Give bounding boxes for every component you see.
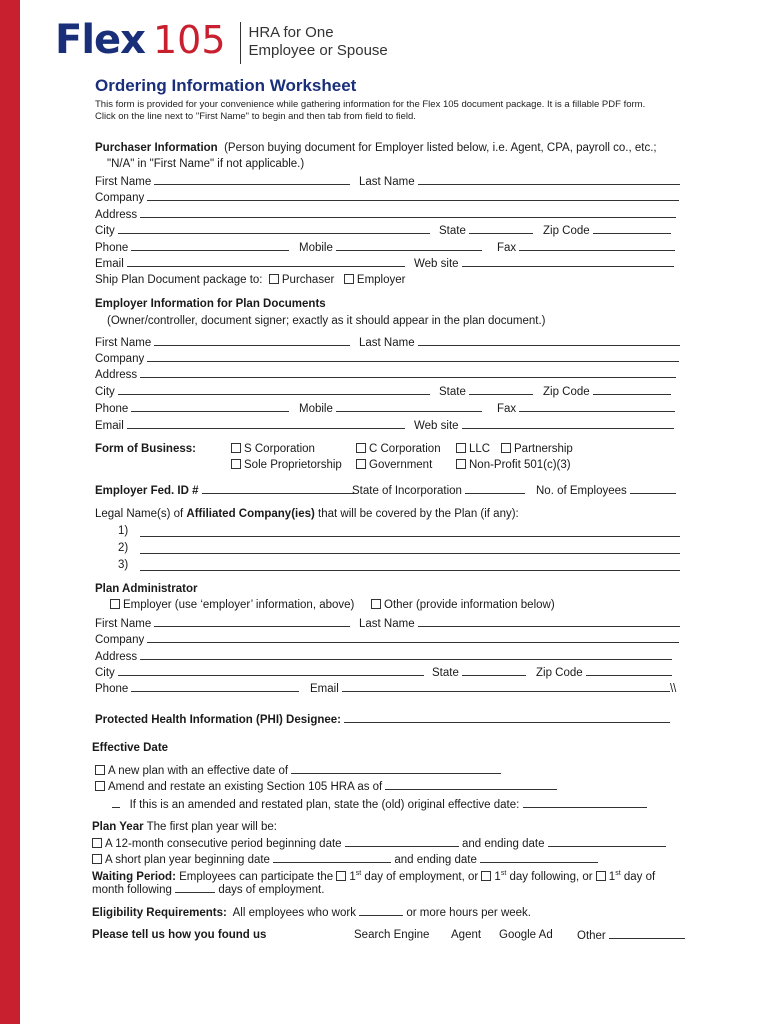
employer-email-field[interactable] [127,418,405,429]
effective-restated-label: If this is an amended and restated plan, state the (old) original effective date: [129,799,520,811]
employer-website-label: Web site [414,420,459,432]
purchaser-email-label: Email [95,258,124,270]
flex105-logo [55,18,388,64]
purchaser-website-field[interactable] [462,256,674,267]
effective-amend-field[interactable] [385,779,557,790]
logo-subtitle-line1: HRA for One [248,24,334,41]
waiting-day-following-checkbox[interactable] [481,871,491,881]
waiting-day-following-label: day following, or [506,870,593,883]
eligibility-text-pre: All employees who work [232,907,356,919]
purchaser-phone-field[interactable] [131,240,289,251]
employer-company-row [95,351,679,366]
affiliated-label-bold: Affiliated Company(ies) [186,508,315,520]
effective-new-checkbox[interactable] [95,765,105,775]
plan-admin-last-name-field[interactable] [418,616,680,627]
employer-email-row [95,418,405,433]
found-us-search-engine[interactable]: Search Engine [354,929,430,941]
purchaser-company-field[interactable] [147,190,679,201]
purchaser-fax-row [497,240,675,255]
plan-year-short-row [92,852,598,867]
phi-label: Protected Health Information (PHI) Designee: [95,714,342,726]
plan-admin-city-field[interactable] [118,665,424,676]
purchaser-note1: (Person buying document for Employer listed below, i.e. Agent, CPA, payroll co., etc.; [224,142,657,154]
purchaser-state-label: State [439,225,466,237]
purchaser-zip-row [543,223,671,238]
employer-city-field[interactable] [118,384,430,395]
partnership-label: Partnership [514,443,573,455]
logo-subtitle-line2: Employee or Spouse [248,42,388,59]
found-us-other-field[interactable] [609,928,685,939]
purchaser-last-name-field[interactable] [418,174,680,185]
waiting-text: Employees can participate the [175,870,334,883]
page-title: Ordering Information Worksheet [95,76,357,95]
plan-year-short-begin-field[interactable] [273,852,391,863]
llc-checkbox[interactable] [456,443,466,453]
purchaser-heading-row [95,141,657,155]
c-corp-checkbox[interactable] [356,443,366,453]
eligibility-row [92,905,531,920]
plan-admin-phone-row [95,681,299,696]
state-inc-field[interactable] [465,483,525,494]
num-employees-label: No. of Employees [536,485,627,497]
waiting-day-of-label: day of [620,870,656,883]
purchaser-fax-label: Fax [497,242,517,254]
purchaser-address-field[interactable] [140,207,676,218]
employer-zip-row [543,384,671,399]
employer-last-name-row [359,335,680,350]
employer-city-row [95,384,430,399]
business-form-label: Form of Business: [95,443,196,455]
plan-admin-employer-checkbox[interactable] [110,599,120,609]
fed-id-field[interactable] [202,483,354,494]
eligibility-hours-field[interactable] [359,905,403,916]
plan-admin-last-name-label: Last Name [359,618,415,630]
plan-admin-address-field[interactable] [140,649,672,660]
purchaser-company-row [95,190,679,205]
logo-brand-number: 105 [152,18,226,62]
affiliated-field-2[interactable] [140,553,680,554]
sole-prop-checkbox[interactable] [231,459,241,469]
waiting-first-2: 1 [494,870,501,883]
purchaser-mobile-row [299,240,482,255]
plan-admin-zip-label: Zip Code [536,667,583,679]
employer-first-name-field[interactable] [154,335,350,346]
business-option-llc[interactable] [456,442,490,456]
plan-admin-address-label: Address [95,651,138,663]
waiting-st-3: st [615,870,621,877]
employer-phone-label: Phone [95,403,129,415]
plan-year-short-label: A short plan year beginning date [105,854,270,866]
waiting-st-1: st [355,870,362,877]
purchaser-address-label: Address [95,209,138,221]
affiliated-item-1: 1) [118,525,129,537]
business-option-partnership[interactable] [501,442,573,456]
employer-first-name-label: First Name [95,337,152,349]
waiting-days-employment-label: days of employment. [218,884,325,896]
employer-last-name-field[interactable] [418,335,680,346]
ship-purchaser-label: Purchaser [281,274,335,286]
fed-id-label: Employer Fed. ID # [95,485,199,497]
sole-prop-label: Sole Proprietorship [244,459,342,471]
nonprofit-checkbox[interactable] [456,459,466,469]
employer-city-label: City [95,386,115,398]
plan-admin-last-name-row [359,616,680,631]
waiting-day-employment-checkbox[interactable] [336,871,346,881]
purchaser-phone-row [95,240,289,255]
state-inc-row [352,483,525,498]
effective-amend-label: Amend and restate an existing Section 105 HRA as of [108,781,383,793]
found-us-google-ad[interactable]: Google Ad [499,929,553,941]
phi-row [95,712,670,727]
ship-to-label: Ship Plan Document package to: [95,274,263,286]
logo-brand-name: Flex [55,17,145,63]
purchaser-zip-label: Zip Code [543,225,590,237]
waiting-day-employment-label: day of employment, or [361,870,479,883]
ship-purchaser-checkbox[interactable] [269,274,279,284]
intro-text: This form is provided for your convenience while gathering information for the Flex 105 document package. It is a fillable PDF form. Click on the line next to "First Name" to begin and then tab from field to field. [95,99,646,122]
plan-admin-phone-field[interactable] [131,681,299,692]
waiting-days-field[interactable] [175,882,215,893]
s-corp-label: S Corporation [244,443,315,455]
ship-employer-checkbox[interactable] [344,274,354,284]
eligibility-text-post: or more hours per week. [406,907,531,919]
plan-admin-first-name-field[interactable] [154,616,350,627]
logo-subtitle [249,24,388,60]
business-option-nonprofit[interactable] [456,458,571,472]
plan-admin-opt-other[interactable] [371,598,555,612]
purchaser-phone-label: Phone [95,242,129,254]
plan-year-12month-ending-label: and ending date [461,838,545,850]
purchaser-heading: Purchaser Information [95,142,218,154]
purchaser-email-field[interactable] [127,256,405,267]
employer-mobile-row [299,401,482,416]
s-corp-checkbox[interactable] [231,443,241,453]
affiliated-field-3[interactable] [140,570,680,571]
affiliated-label-pre: Legal Name(s) of [95,508,187,520]
found-us-agent[interactable]: Agent [451,929,482,941]
plan-admin-email-label: Email [310,683,339,695]
business-option-government[interactable] [356,458,432,472]
purchaser-state-row [439,223,533,238]
purchaser-first-name-label: First Name [95,176,152,188]
purchaser-city-label: City [95,225,115,237]
plan-admin-email-tail: \\ [669,683,677,695]
purchaser-mobile-field[interactable] [336,240,482,251]
found-us-other-label: Other [577,930,606,942]
plan-year-short-checkbox[interactable] [92,854,102,864]
affiliated-label-post: that will be covered by the Plan (if any): [314,508,519,520]
plan-year-12month-end-field[interactable] [548,836,666,847]
employer-phone-row [95,401,289,416]
nonprofit-label: Non-Profit 501(c)(3) [469,459,571,471]
ship-to-row [95,273,405,287]
purchaser-fax-field[interactable] [519,240,675,251]
employer-state-row [439,384,533,399]
plan-admin-other-checkbox[interactable] [371,599,381,609]
employer-mobile-field[interactable] [336,401,482,412]
effective-restated-row [112,797,647,812]
employer-heading: Employer Information for Plan Documents [95,298,326,310]
affiliated-item-3: 3) [118,559,129,571]
eligibility-label: Eligibility Requirements: [92,907,227,919]
plan-year-12month-checkbox[interactable] [92,838,102,848]
employer-email-label: Email [95,420,124,432]
logo-divider [240,22,241,64]
plan-admin-state-field[interactable] [462,665,526,676]
government-label: Government [369,459,433,471]
plan-admin-email-row [310,681,676,696]
effective-new-label: A new plan with an effective date of [108,765,289,777]
employer-zip-field[interactable] [593,384,671,395]
effective-heading: Effective Date [92,742,169,754]
waiting-row-2 [92,882,324,897]
state-inc-label: State of Incorporation [352,485,462,497]
plan-admin-opt-employer[interactable] [110,598,354,612]
plan-year-short-end-field[interactable] [480,852,598,863]
waiting-month-following-label: month following [92,884,172,896]
purchaser-state-field[interactable] [469,223,533,234]
employer-mobile-label: Mobile [299,403,333,415]
waiting-day-of-checkbox[interactable] [596,871,606,881]
employer-first-name-row [95,335,350,350]
government-checkbox[interactable] [356,459,366,469]
plan-admin-zip-row [536,665,672,680]
waiting-first-3: 1 [608,870,616,883]
num-employees-row [536,483,676,498]
employer-address-row [95,367,676,382]
purchaser-mobile-label: Mobile [299,242,333,254]
effective-new-field[interactable] [291,763,501,774]
plan-admin-employer-label: Employer (use ‘employer’ information, above) [123,599,355,611]
plan-admin-company-label: Company [95,634,145,646]
affiliated-field-1[interactable] [140,536,680,537]
employer-fax-row [497,401,675,416]
employer-address-label: Address [95,369,138,381]
plan-admin-email-field[interactable] [342,681,670,692]
plan-year-12month-label: A 12-month consecutive period beginning date [105,838,342,850]
purchaser-city-row [95,223,430,238]
plan-admin-city-label: City [95,667,115,679]
found-us-other-row [577,928,685,943]
employer-fax-label: Fax [497,403,517,415]
purchaser-address-row [95,207,676,222]
purchaser-zip-field[interactable] [593,223,671,234]
left-accent-bar [0,0,20,1024]
plan-year-row [92,820,277,834]
purchaser-company-label: Company [95,192,145,204]
ship-employer-label: Employer [356,274,406,286]
plan-admin-other-label: Other (provide information below) [384,599,555,611]
purchaser-website-label: Web site [414,258,459,270]
waiting-first-1: 1 [349,870,356,883]
employer-phone-field[interactable] [131,401,289,412]
employer-company-label: Company [95,353,145,365]
plan-admin-state-label: State [432,667,459,679]
employer-company-field[interactable] [147,351,679,362]
plan-admin-first-name-row [95,616,350,631]
affiliated-item-2: 2) [118,542,129,554]
business-option-c-corp[interactable] [356,442,441,456]
plan-admin-company-field[interactable] [147,632,679,643]
effective-restated-marker [112,797,120,808]
plan-year-12month-row [92,836,666,851]
llc-label: LLC [469,443,491,455]
affiliated-label [95,507,519,521]
employer-last-name-label: Last Name [359,337,415,349]
purchaser-last-name-label: Last Name [359,176,415,188]
plan-year-short-ending-label: and ending date [394,854,477,866]
business-option-sole-prop[interactable] [231,458,342,472]
effective-restated-field[interactable] [523,797,647,808]
employer-website-field[interactable] [462,418,674,429]
effective-amend-row [95,779,557,794]
phi-field[interactable] [344,712,670,723]
plan-admin-zip-field[interactable] [586,665,672,676]
employer-state-field[interactable] [469,384,533,395]
waiting-st-2: st [500,870,507,877]
plan-admin-first-name-label: First Name [95,618,152,630]
found-us-label: Please tell us how you found us [92,929,267,941]
waiting-label: Waiting Period: [92,870,176,883]
purchaser-note2: "N/A" in "First Name" if not applicable.) [107,158,305,170]
plan-admin-state-row [432,665,526,680]
effective-amend-checkbox[interactable] [95,781,105,791]
plan-year-intro: The first plan year will be: [143,821,277,833]
business-option-s-corp[interactable] [231,442,315,456]
plan-admin-city-row [95,665,424,680]
c-corp-label: C Corporation [369,443,441,455]
purchaser-city-field[interactable] [118,223,430,234]
purchaser-last-name-row [359,174,680,189]
employer-state-label: State [439,386,466,398]
partnership-checkbox[interactable] [501,443,511,453]
plan-year-label: Plan Year [92,821,144,833]
plan-admin-company-row [95,632,679,647]
num-employees-field[interactable] [630,483,676,494]
fed-id-row [95,483,354,498]
plan-admin-phone-label: Phone [95,683,129,695]
purchaser-email-row [95,256,405,271]
plan-year-12month-begin-field[interactable] [345,836,459,847]
purchaser-first-name-field[interactable] [154,174,350,185]
effective-new-row [95,763,501,778]
employer-website-row [414,418,674,433]
plan-admin-address-row [95,649,672,664]
purchaser-website-row [414,256,674,271]
employer-address-field[interactable] [140,367,676,378]
employer-zip-label: Zip Code [543,386,590,398]
employer-fax-field[interactable] [519,401,675,412]
purchaser-first-name-row [95,174,350,189]
plan-admin-heading: Plan Administrator [95,583,198,595]
employer-note: (Owner/controller, document signer; exactly as it should appear in the plan document.) [107,315,546,327]
